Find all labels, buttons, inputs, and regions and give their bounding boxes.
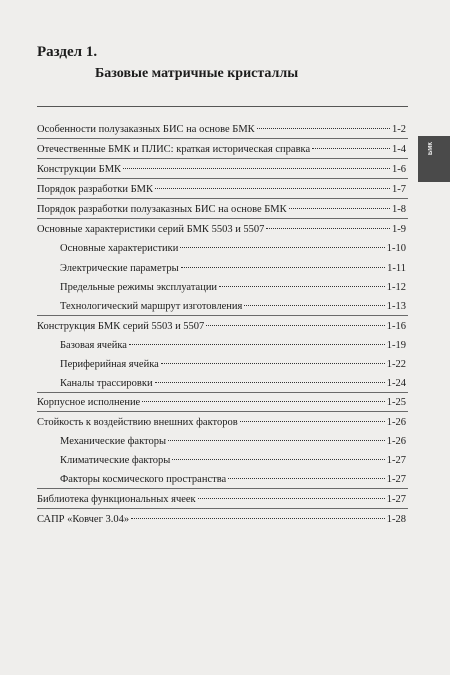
toc-divider (37, 488, 408, 489)
toc-entry-title: Отечественные БМК и ПЛИС: краткая историческая справка (37, 144, 311, 155)
toc-subentry (60, 377, 406, 390)
toc-entry-title: Каналы трассировки (60, 378, 153, 389)
toc-leader (161, 363, 385, 364)
toc-entry-page: 1-9 (392, 224, 406, 235)
toc-subentry (60, 454, 406, 467)
toc-entry-title: Порядок разработки БМК (37, 184, 153, 195)
toc-leader (155, 382, 385, 383)
toc-leader (181, 267, 386, 268)
toc-entry (37, 493, 406, 506)
section-label: Раздел 1. (37, 44, 98, 60)
toc-entry-page: 1-26 (386, 417, 406, 428)
toc-leader (129, 344, 385, 345)
toc-divider (37, 158, 408, 159)
toc-entry-page: 1-12 (386, 282, 406, 293)
toc-leader (180, 247, 384, 248)
toc-entry-page: 1-28 (386, 514, 406, 525)
toc-subentry (60, 242, 406, 255)
toc-entry-page: 1-22 (386, 359, 406, 370)
toc-divider (37, 392, 408, 393)
toc-subentry (60, 358, 406, 371)
section-title: Базовые матричные кристаллы (95, 66, 299, 81)
toc-entry-title: Библиотека функциональных ячеек (37, 494, 196, 505)
toc-entry-title: Основные характеристики серий БМК 5503 и 5507 (37, 224, 265, 235)
toc-entry-page: 1-24 (386, 378, 406, 389)
toc-leader (266, 228, 390, 229)
toc-entry-page: 1-19 (386, 340, 406, 351)
toc-subentry (60, 281, 406, 294)
toc-entry-title: Предельные режимы эксплуатации (60, 282, 218, 293)
toc-entry-title: Стойкость к воздействию внешних факторов (37, 417, 238, 428)
toc-entry-title: САПР «Ковчег 3.04» (37, 514, 130, 525)
toc-divider (37, 198, 408, 199)
toc-entry-page: 1-4 (392, 144, 406, 155)
toc-entry-title: Конструкция БМК серий 5503 и 5507 (37, 321, 205, 332)
toc-entry-page: 1-25 (386, 397, 406, 408)
toc-entry-title: Корпусное исполнение (37, 397, 141, 408)
toc-subentry (60, 339, 406, 352)
toc-entry-title: Механические факторы (60, 436, 167, 447)
toc-leader (206, 325, 384, 326)
toc-leader (244, 305, 384, 306)
toc-entry-page: 1-26 (386, 436, 406, 447)
toc-leader (240, 421, 385, 422)
toc-leader (172, 459, 384, 460)
toc-entry-title: Базовая ячейка (60, 340, 127, 351)
toc-subentry (60, 435, 406, 448)
toc-leader (219, 286, 385, 287)
toc-entry (37, 320, 406, 333)
toc-entry-page: 1-16 (386, 321, 406, 332)
toc-entry-title: Порядок разработки полузаказных БИС на основе БМК (37, 204, 287, 215)
toc-entry-page: 1-13 (386, 301, 406, 312)
toc-entry-page: 1-6 (392, 164, 406, 175)
toc-leader (257, 128, 390, 129)
toc-entry-title: Факторы космического пространства (60, 474, 227, 485)
toc-entry (37, 223, 406, 236)
header-rule (37, 106, 408, 107)
toc-entry-title: Конструкции БМК (37, 164, 122, 175)
section-thumb-tab (418, 136, 450, 182)
section-thumb-label: БМК (428, 142, 434, 155)
toc-divider (37, 508, 408, 509)
toc-entry-page: 1-11 (387, 263, 406, 274)
toc-subentry (60, 300, 406, 313)
toc-leader (168, 440, 385, 441)
toc-leader (131, 518, 385, 519)
toc-entry (37, 513, 406, 526)
toc-entry (37, 203, 406, 216)
toc-entry (37, 416, 406, 429)
toc-entry (37, 183, 406, 196)
toc-subentry (60, 473, 406, 486)
toc-divider (37, 178, 408, 179)
toc-entry (37, 396, 406, 409)
toc-entry-page: 1-27 (386, 455, 406, 466)
toc-leader (228, 478, 385, 479)
toc-entry-title: Особенности полузаказных БИС на основе БМК (37, 124, 255, 135)
toc-leader (123, 168, 390, 169)
toc-divider (37, 218, 408, 219)
toc-entry-title: Технологический маршрут изготовления (60, 301, 243, 312)
toc-entry-title: Климатические факторы (60, 455, 171, 466)
toc-entry-title: Электрические параметры (60, 263, 179, 274)
toc-divider (37, 315, 408, 316)
toc-entry-page: 1-2 (392, 124, 406, 135)
toc-leader (155, 188, 390, 189)
toc-leader (142, 401, 385, 402)
toc-entry-title: Периферийная ячейка (60, 359, 159, 370)
toc-leader (289, 208, 390, 209)
toc-entry-page: 1-7 (392, 184, 406, 195)
toc-entry-page: 1-10 (386, 243, 406, 254)
toc-entry-page: 1-27 (386, 474, 406, 485)
toc-entry (37, 143, 406, 156)
toc-entry (37, 123, 406, 136)
toc-leader (198, 498, 385, 499)
toc-entry-page: 1-8 (392, 204, 406, 215)
toc-entry (37, 163, 406, 176)
toc-entry-title: Основные характеристики (60, 243, 179, 254)
toc-divider (37, 138, 408, 139)
toc-subentry (60, 262, 406, 275)
toc-divider (37, 411, 408, 412)
toc-leader (312, 148, 390, 149)
toc-entry-page: 1-27 (386, 494, 406, 505)
